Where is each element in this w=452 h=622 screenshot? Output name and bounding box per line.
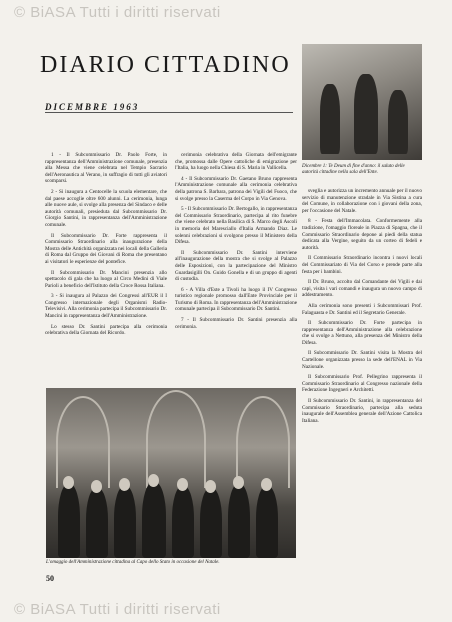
top-photo bbox=[302, 44, 422, 160]
text-column-2 bbox=[175, 152, 297, 334]
top-photo-caption: Dicembre 1: Te Deum di fine d'anno: il saluto delle autorità cittadine nella sala dell'Ente. bbox=[302, 164, 405, 175]
paragraph: Alla cerimonia sono presenti i Subcommissari Prof. Falaguasta e Dr. Santini ed il Segretario Generale. bbox=[302, 302, 422, 316]
photo-head bbox=[119, 478, 130, 491]
group-photo-caption: L'omaggio dell'Amministrazione cittadina al Capo dello Stato in occasione del Natale. bbox=[46, 560, 220, 565]
paragraph: Il Subcommissario Dr. Santini interviene all'inaugurazione della mostra che si svolge al Palazzo delle Esposizioni, con la partecipazione del Ministro Guardasigilli On. Guido Gonella e di un gruppo di agenti di custodia. bbox=[175, 249, 297, 283]
page-title: DIARIO CITTADINO bbox=[40, 52, 291, 79]
paragraph: Il Commissario Straordinario incontra i nuovi locali del Commissariato di Via del Corso e prende parte alla festa per i bambini. bbox=[302, 255, 422, 275]
paragraph: 3 - Si inaugura al Palazzo dei Congressi all'EUR il I Congresso internazionale degli Organismi Radio-Televisivi. Alla cerimonia partecipa il Subcommissario Dr. Mancini in rappresentanza dell'Amministrazione. bbox=[45, 293, 167, 320]
photo-head bbox=[261, 478, 272, 491]
heading-rule bbox=[45, 112, 293, 113]
photo-head bbox=[205, 480, 216, 493]
watermark-top: © BiASA Tutti i diritti riservati bbox=[14, 4, 221, 21]
photo-person bbox=[58, 484, 80, 558]
photo-person bbox=[114, 486, 136, 558]
paragraph: sveglia e autorizza un incremento annuale per il nuovo servizio di manutenzione stradale in Via Sistina a cura del Comune, in collaborazione con i giovani della zona, per l'occasione del Natale. bbox=[302, 188, 422, 214]
photo-person bbox=[172, 486, 194, 558]
photo-figure bbox=[320, 84, 340, 154]
paragraph: Il Subcommissario Prof. Pellegrino rappresenta il Commissario Straordinario al Congresso nazionale della Federazione Ingegneri e Architetti. bbox=[302, 374, 422, 394]
text-column-3 bbox=[302, 188, 422, 428]
paragraph: Il Subcommissario Dr. Mancini presenzia allo spettacolo di gala che ha luogo al Circo Medini di Viale Parioli a beneficio dell'Istituto della Croce Rossa Italiana. bbox=[45, 269, 167, 289]
photo-figure bbox=[388, 90, 408, 154]
paragraph: 6 - A Villa d'Este a Tivoli ha luogo il IV Congresso turistico regionale promosso dall'Ente Provinciale per il Turismo di Roma. In rappresentanza dell'Amministrazione comunale partecipa il Subcommissario Dr. Santini. bbox=[175, 286, 297, 313]
paragraph: 7 - Il Subcommissario Dr. Santini presenzia alla cerimonia. bbox=[175, 317, 297, 330]
paragraph: Il Subcommissario Dr. Forte partecipa in rappresentanza dell'Amministrazione alla celebrazione che si svolge a Nettuno, alla presenza del Ministro della Difesa. bbox=[302, 320, 422, 346]
paragraph: 8 - Festa dell'Immacolata. Conformemente alla tradizione, l'omaggio floreale in Piazza di Spagna, che il Commissario Straordinario depone ai piedi della statua dedicata alla Vergine, seguito da un corteo di fedeli e autorità. bbox=[302, 218, 422, 251]
photo-head bbox=[148, 474, 159, 487]
paragraph: Il Dr. Bruno, accolto dal Comandante dei Vigili e dai capi, visita i vari comandi e inaugura un nuovo campo di addestramento. bbox=[302, 279, 422, 299]
photo-person bbox=[228, 484, 250, 558]
photo-person bbox=[200, 488, 222, 558]
photo-arch bbox=[56, 396, 110, 488]
photo-head bbox=[63, 476, 74, 489]
paragraph: cerimonia celebrativa della Giornata dell'emigrante che, promossa dalle Opere cattoliche di emigrazione per l'Italia, ha luogo nella Chiesa di S. Maria in Vallicella. bbox=[175, 152, 297, 172]
paragraph: Il Subcommissario Dr. Santini, in rappresentanza del Commissario Straordinario, partecipa alla seduta inaugurale dell'Assemblea generale dell'Azione Cattolica Italiana. bbox=[302, 398, 422, 424]
text-column-1 bbox=[45, 152, 167, 341]
photo-person bbox=[86, 488, 108, 558]
photo-figure bbox=[354, 74, 378, 154]
paragraph: 5 - Il Subcommissario Dr. Bertogallo, in rappresentanza del Commissario Straordinario, partecipa al rito funebre che viene celebrato nella Basilica di S. Marco degli Ascoli in memoria del Maresciallo d'Italia Armando Diaz. Le solenni celebrazioni si svolgono presso il Ministero della Difesa. bbox=[175, 206, 297, 246]
photo-head bbox=[233, 476, 244, 489]
paragraph: 1 - Il Subcommissario Dr. Paolo Forte, in rappresentanza dell'Amministrazione comunale, presenzia alla Messa che viene celebrata nel Tempio Sacrario dell'Aeronautica al Verano, in suffragio di tutti gli aviatori scomparsi. bbox=[45, 152, 167, 185]
group-photo bbox=[46, 388, 296, 558]
paragraph: 4 - Il Subcommissario Dr. Gaetano Bruno rappresenta l'Amministrazione comunale alla cerimonia celebrativa della patrona S. Barbara, patrona dei Vigili del Fuoco, che si svolge presso la Caserma del Corpo in Via Genova. bbox=[175, 175, 297, 202]
month-heading: DICEMBRE 1963 bbox=[45, 102, 140, 112]
paragraph: 2 - Si inaugura a Centocelle la scuola elementare, che dal paese accoglie oltre 600 alunni. La cerimonia, lunga alle nuove aule, si svolge alla presenza del Sindaco e delle autorità comunali, presieduta dal Subcommissario Dr. Giorgio Santini, in rappresentanza dell'Amministrazione comunale. bbox=[45, 188, 167, 228]
photo-head bbox=[177, 478, 188, 491]
photo-head bbox=[91, 480, 102, 493]
watermark-bottom: © BiASA Tutti i diritti riservati bbox=[14, 601, 221, 618]
paragraph: Lo stesso Dr. Santini partecipa alla cerimonia celebrativa della Giornata del Ricordo. bbox=[45, 323, 167, 337]
page-number: 50 bbox=[46, 574, 54, 583]
photo-arch bbox=[236, 396, 290, 488]
photo-person bbox=[142, 482, 166, 558]
paragraph: Il Subcommissario Dr. Forte rappresenta il Commissario Straordinario alla inaugurazione della Mostra delle Antichità organizzata nei locali della Galleria di Roma dal Gruppo dei Giovani di Roma che presentano ai visitatori le esperienze del pontefice. bbox=[45, 232, 167, 265]
photo-person bbox=[256, 486, 278, 558]
paragraph: Il Subcommissario Dr. Santini visita la Mostra del Cartellone organizzata presso la sede dell'ENAL in Via Nazionale. bbox=[302, 350, 422, 370]
